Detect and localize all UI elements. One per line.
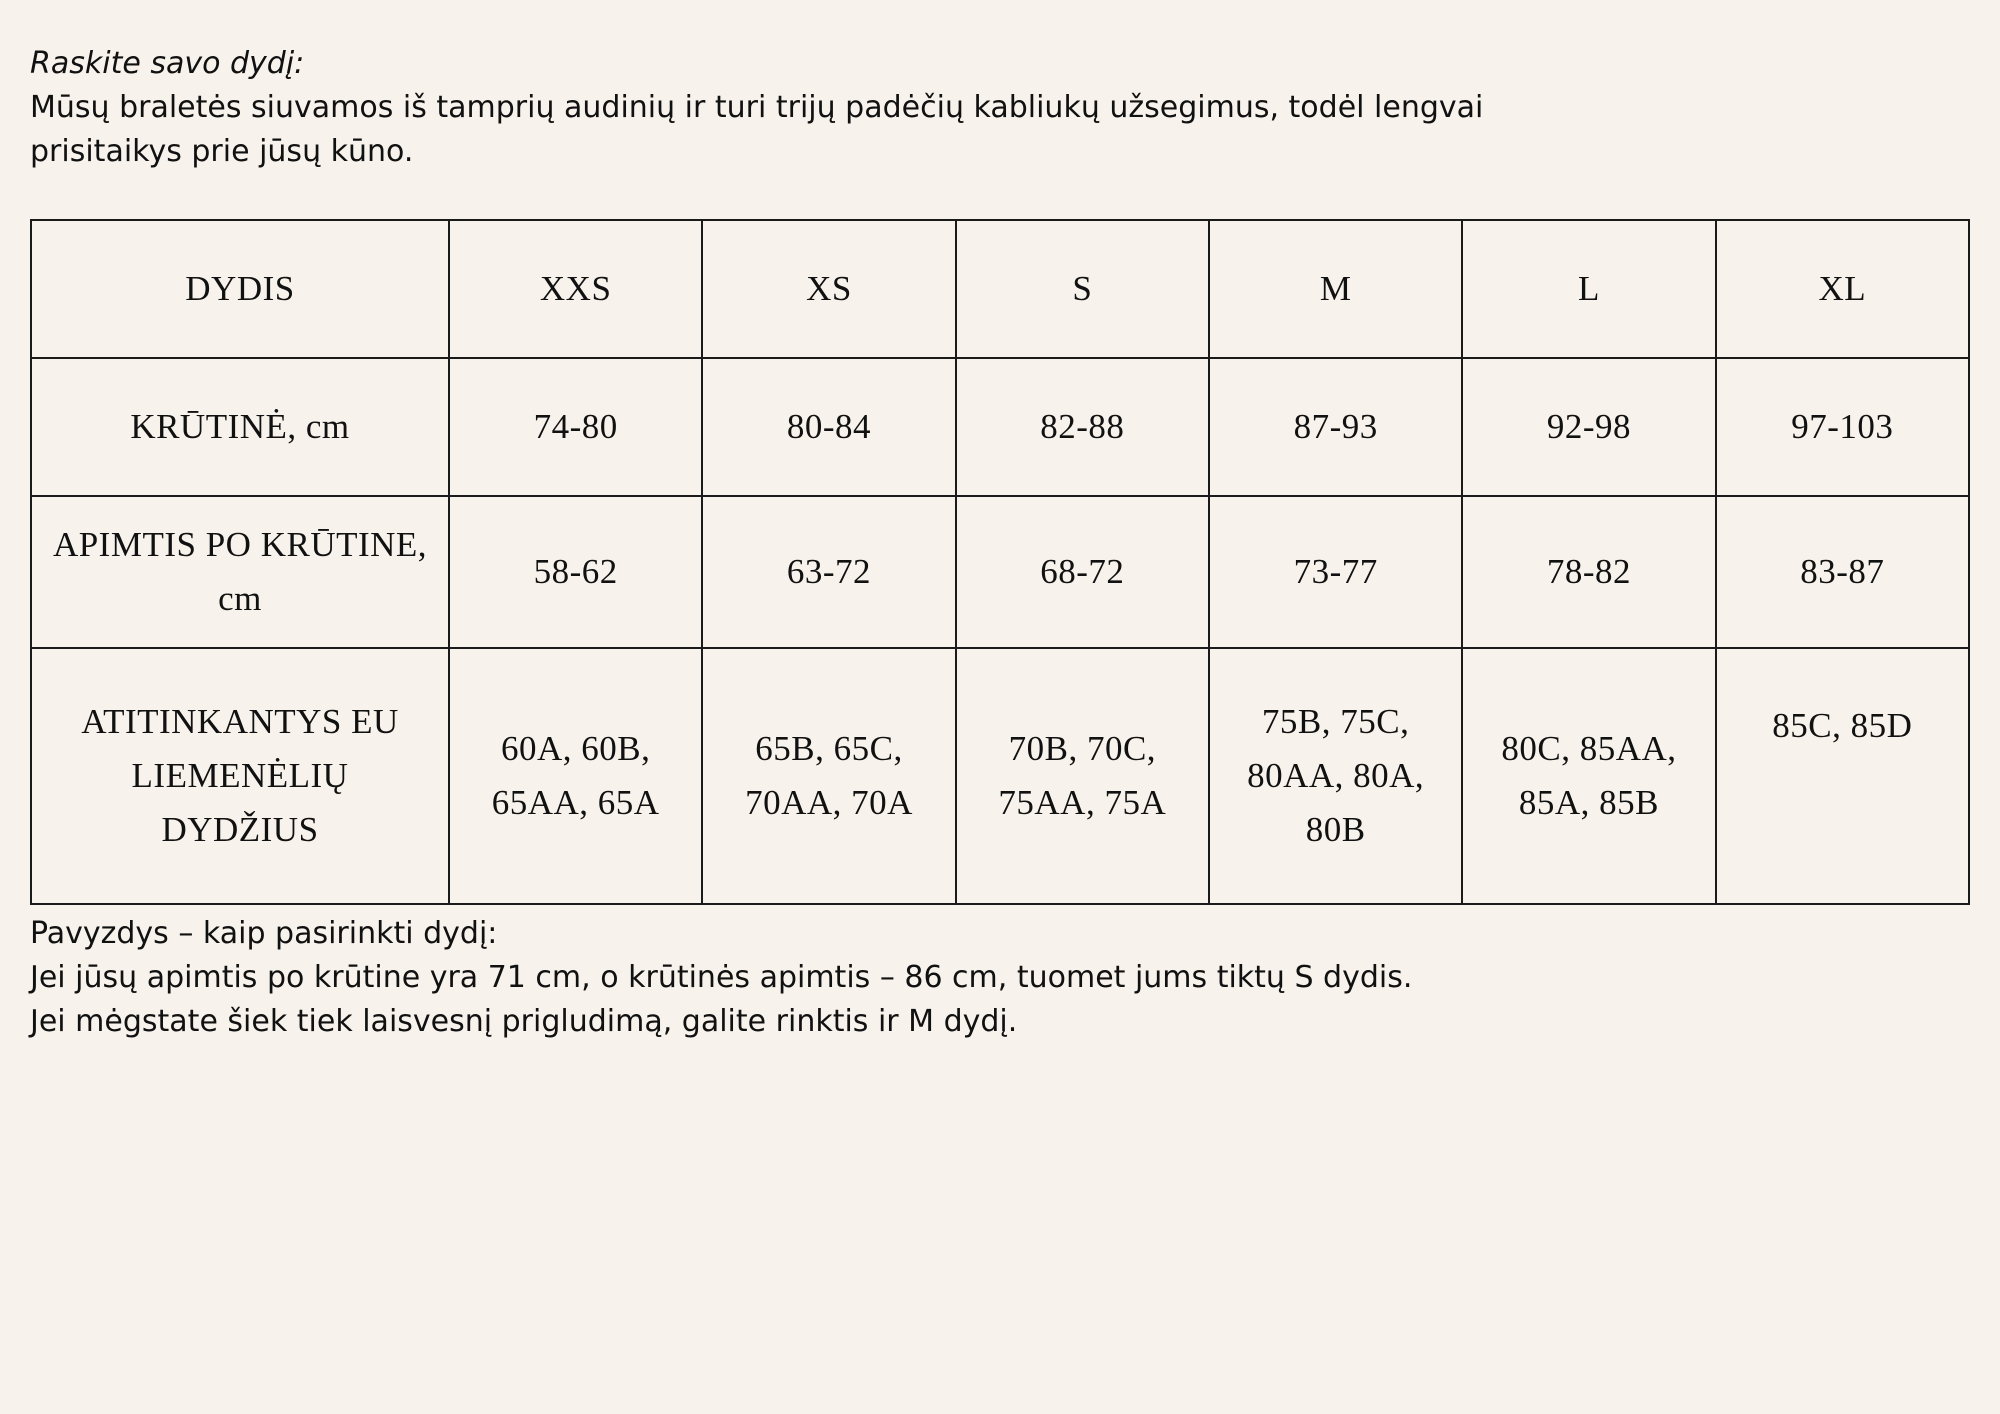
table-row: [31, 648, 1969, 904]
table-cell: 87-93: [1209, 358, 1462, 496]
row-label-eu-sizes: ATITINKANTYS EU LIEMENĖLIŲ DYDŽIUS: [31, 648, 449, 904]
table-cell: 60A, 60B, 65AA, 65A: [449, 648, 702, 904]
table-cell: 80C, 85AA, 85A, 85B: [1462, 648, 1715, 904]
example-text: [30, 912, 1630, 1044]
table-cell: 70B, 70C, 75AA, 75A: [956, 648, 1209, 904]
table-cell: 80-84: [702, 358, 955, 496]
table-row: [31, 496, 1969, 648]
row-label-underbust: APIMTIS PO KRŪTINE, cm: [31, 496, 449, 648]
size-xl: XL: [1716, 220, 1969, 358]
size-m: M: [1209, 220, 1462, 358]
table-cell: 97-103: [1716, 358, 1969, 496]
example-line-1: Jei jūsų apimtis po krūtine yra 71 cm, o krūtinės apimtis – 86 cm, tuomet jums tiktų S dydis.: [30, 960, 1413, 995]
table-cell: 85C, 85D: [1716, 648, 1969, 904]
table-cell: 92-98: [1462, 358, 1715, 496]
table-cell: 58-62: [449, 496, 702, 648]
table-cell: 83-87: [1716, 496, 1969, 648]
table-cell: 75B, 75C, 80AA, 80A, 80B: [1209, 648, 1462, 904]
example-title: Pavyzdys – kaip pasirinkti dydį:: [30, 916, 498, 951]
table-row: [31, 358, 1969, 496]
header-label: DYDIS: [31, 220, 449, 358]
intro-body: Mūsų braletės siuvamos iš tamprių audinių ir turi trijų padėčių kabliukų užsegimus, todėl lengvai prisitaikys prie jūsų kūno.: [30, 90, 1484, 169]
table-cell: 74-80: [449, 358, 702, 496]
size-l: L: [1462, 220, 1715, 358]
table-cell: 78-82: [1462, 496, 1715, 648]
size-table: [30, 219, 1970, 905]
table-cell: 82-88: [956, 358, 1209, 496]
size-s: S: [956, 220, 1209, 358]
example-line-2: Jei mėgstate šiek tiek laisvesnį prigludimą, galite rinktis ir M dydį.: [30, 1004, 1018, 1039]
size-xxs: XXS: [449, 220, 702, 358]
intro-text: [30, 42, 1590, 174]
table-header-row: [31, 220, 1969, 358]
intro-lead: Raskite savo dydį:: [30, 46, 305, 81]
size-xs: XS: [702, 220, 955, 358]
table-cell: 73-77: [1209, 496, 1462, 648]
table-cell: 65B, 65C, 70AA, 70A: [702, 648, 955, 904]
row-label-bust: KRŪTINĖ, cm: [31, 358, 449, 496]
table-cell: 63-72: [702, 496, 955, 648]
table-cell: 68-72: [956, 496, 1209, 648]
